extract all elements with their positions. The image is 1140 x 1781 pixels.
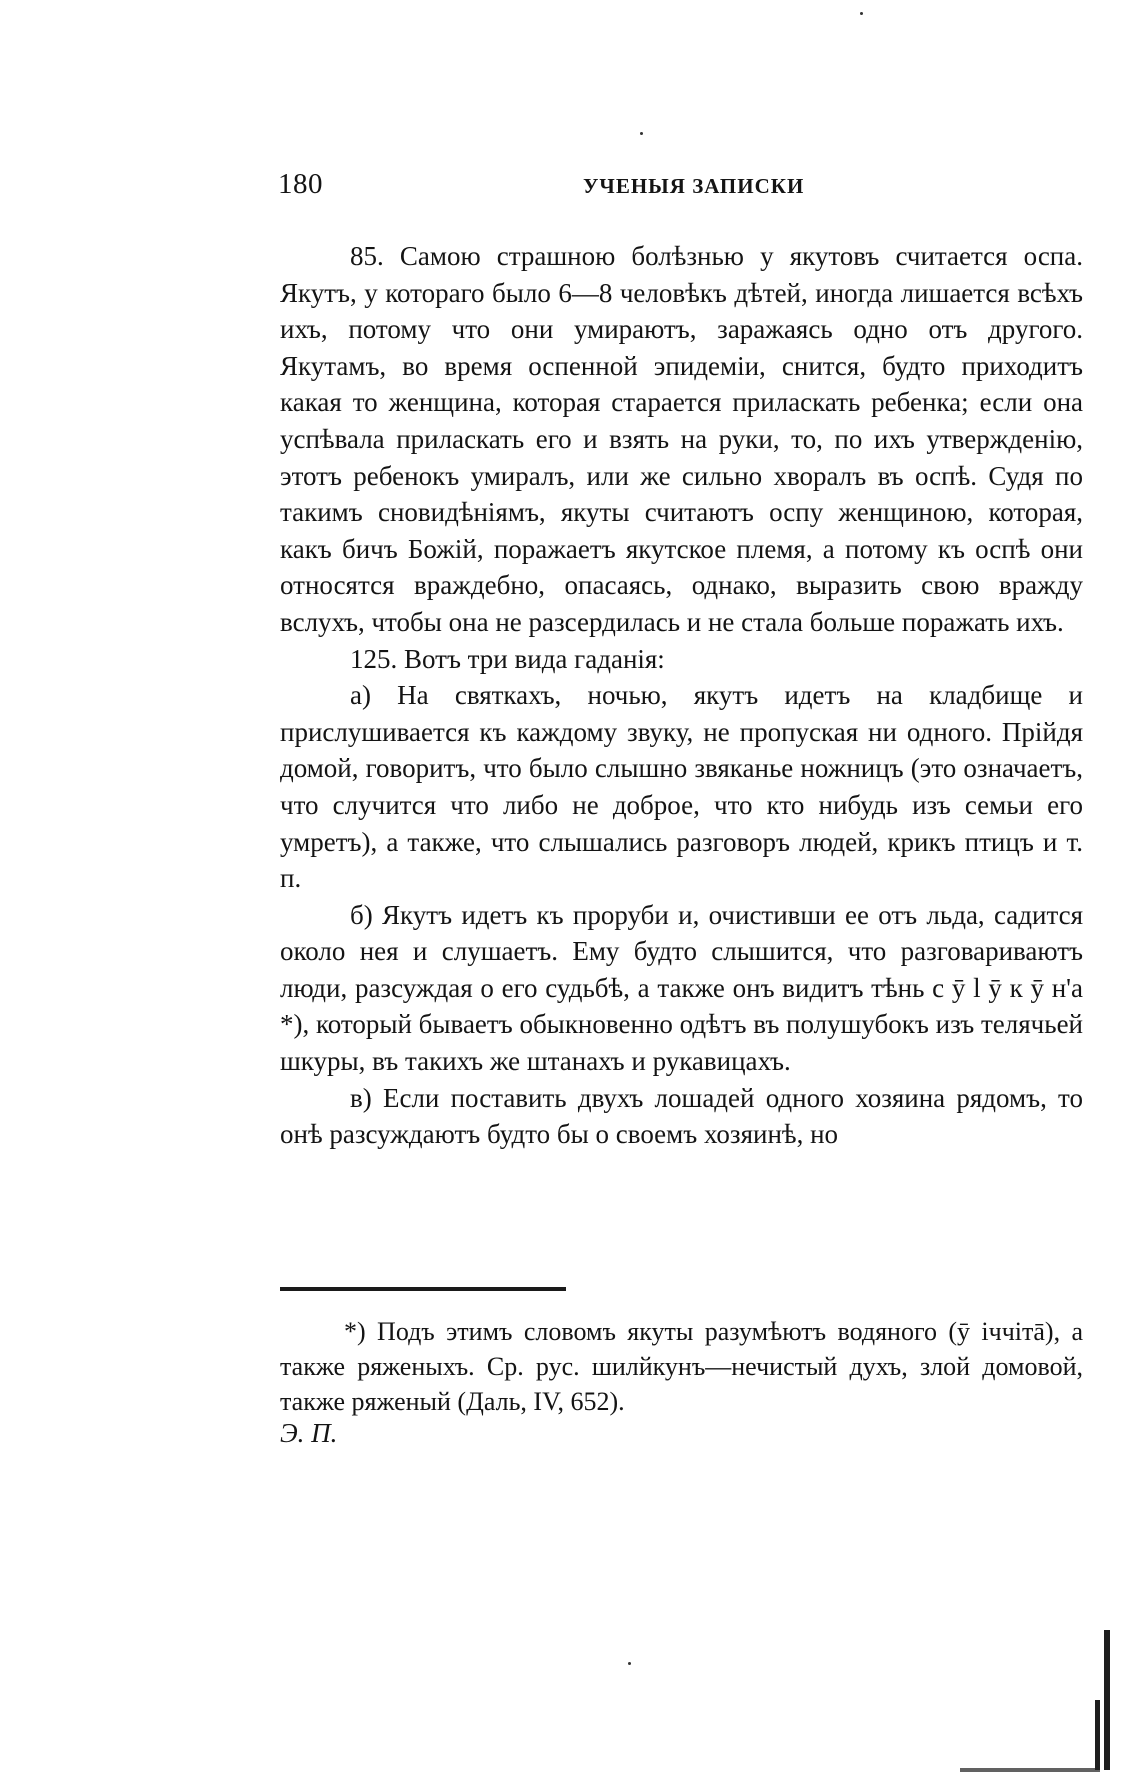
scan-bottom-smudge [960, 1768, 1100, 1772]
scan-speck [860, 12, 863, 15]
paragraph-divination-v: в) Если поставить двухъ лошадей одного хозяина рядомъ, то онѣ разсуждаютъ будто бы о своемъ хозяинѣ, но [280, 1082, 1083, 1150]
footnote-signature: Э. П. [280, 1418, 338, 1448]
scan-speck [628, 1662, 631, 1665]
scan-speck [640, 132, 643, 135]
footnote-separator [280, 1287, 566, 1291]
scan-edge-shadow [1104, 1630, 1110, 1770]
paragraph-125-intro: 125. Вотъ три вида гаданія: [350, 643, 665, 674]
running-title: УЧЕНЫЯ ЗАПИСКИ [583, 174, 805, 198]
footnote-text: *) Подъ этимъ словомъ якуты разумѣютъ водяного (ӯ іччітā), а также ряженыхъ. Ср. рус. шилйкунъ—нечистый духъ, злой домовой, также ряженый (Даль, IV, 652). [280, 1317, 1083, 1416]
paragraph-divination-a: а) На святкахъ, ночью, якутъ идетъ на кладбище и прислушивается къ каждому звуку, не пропуская ни одного. Прійдя домой, говоритъ, что было слышно звяканье ножницъ (это означаетъ, что случится что либо не доброе, что кто нибудь изъ семьи его умретъ), а также, что слышались разговоръ людей, крикъ птицъ и т. п. [280, 680, 1083, 894]
main-text [280, 238, 1083, 1153]
page-header [278, 168, 1083, 208]
paragraph-85: 85. Самою страшною болѣзнью у якутовъ считается оспа. Якутъ, у котораго было 6—8 человѣкъ дѣтей, иногда лишается всѣхъ ихъ, потому что они умираютъ, заражаясь одно отъ другого. Якутамъ, во время оспенной эпидеміи, снится, будто приходитъ какая то женщина, которая старается приласкать ребенка; если она успѣвала приласкать его и взять на руки, то, по ихъ утвержденію, этотъ ребенокъ умиралъ, или же сильно хворалъ въ оспѣ. Судя по такимъ сновидѣніямъ, якуты считаютъ оспу женщиною, которая, какъ бичъ Божій, поражаетъ якутское племя, а потому къ оспѣ они относятся враждебно, опасаясь, однако, выразить свою вражду вслухъ, чтобы она не разсердилась и не стала больше поражать ихъ. [280, 241, 1083, 637]
scan-edge-shadow [1095, 1700, 1100, 1770]
page-number: 180 [278, 168, 323, 200]
paragraph-divination-b: б) Якутъ идетъ къ проруби и, очистивши ее отъ льда, садится около нея и слушаетъ. Ему будто слышится, что разговариваютъ люди, разсуждая о его судьбѣ, а также онъ видитъ тѣнь с ӯ l ӯ к ӯ н'а *), который бываетъ обыкновенно одѣтъ въ полушубокъ изъ телячьей шкуры, въ такихъ же штанахъ и рукавицахъ. [280, 899, 1083, 1077]
